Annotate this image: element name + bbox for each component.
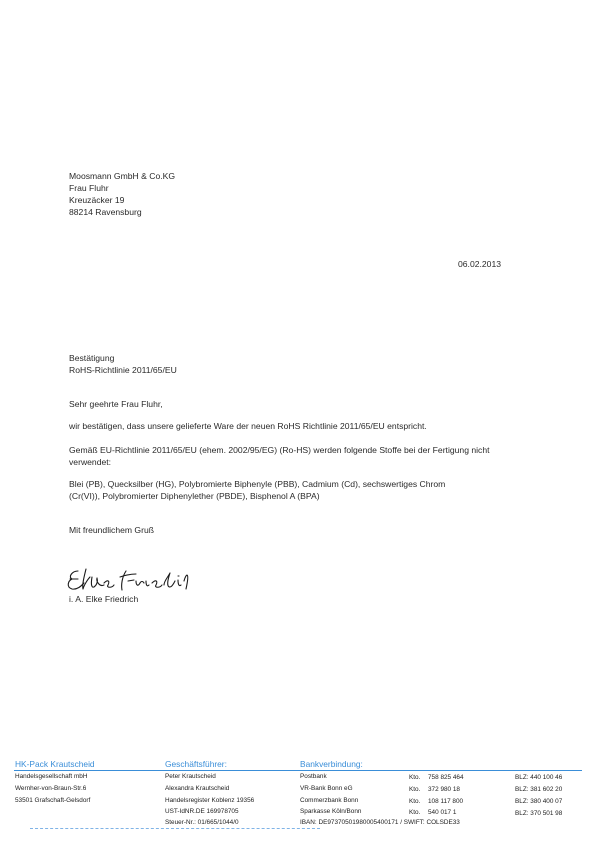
subject-block xyxy=(69,352,177,376)
footer-management-line: Handelsregister Koblenz 19356 xyxy=(165,797,255,804)
footer-management-heading: Geschäftsführer: xyxy=(165,759,227,769)
bank-name: Postbank xyxy=(300,773,327,780)
bank-name: Sparkasse Köln/Bonn xyxy=(300,808,362,815)
bank-kto: 758 825 464 xyxy=(428,774,464,781)
footer-management-line: Peter Krautscheid xyxy=(165,773,216,780)
paragraph-substances: Blei (PB), Quecksilber (HG), Polybromierte Biphenyle (PBB), Cadmium (Cd), sechswertiges Chrom (Cr(VI)), Polybromierter Diphenylether (PBDE), Bisphenol A (BPA) xyxy=(69,479,446,501)
paragraph-directive: Gemäß EU-Richtlinie 2011/65/EU (ehem. 2002/95/EG) (Ro-HS) werden folgende Stoffe bei der Fertigung nicht verwendet: xyxy=(69,445,490,467)
footer-company-heading: HK-Pack Krautscheid xyxy=(15,759,95,769)
bank-kto-label: Kto. xyxy=(409,809,421,816)
bank-blz: BLZ: 370 501 98 xyxy=(515,810,563,817)
bank-blz: BLZ: 440 100 46 xyxy=(515,774,563,781)
footer-management-line: UST-IdNR.DE 169978705 xyxy=(165,808,239,815)
bank-name: Commerzbank Bonn xyxy=(300,797,359,804)
bank-iban: IBAN: DE97370501980005400171 / SWIFT: COLSDE33 xyxy=(300,819,460,826)
salutation: Sehr geehrte Frau Fluhr, xyxy=(69,399,163,409)
bank-blz: BLZ: 380 400 07 xyxy=(515,798,563,805)
footer-bank-heading: Bankverbindung: xyxy=(300,759,363,769)
footer-company-line: 53501 Grafschaft-Gelsdorf xyxy=(15,797,91,804)
footer-management-line: Steuer-Nr.: 01/665/1044/0 xyxy=(165,819,239,826)
letter-date: 06.02.2013 xyxy=(458,259,502,269)
footer-dotted-line xyxy=(30,828,320,830)
footer-company-line: Handelsgesellschaft mbH xyxy=(15,773,88,780)
bank-kto: 540 017 1 xyxy=(428,809,457,816)
footer-management-line: Alexandra Krautscheid xyxy=(165,785,230,792)
recipient-contact: Frau Fluhr xyxy=(69,183,109,193)
handwritten-signature xyxy=(64,563,194,595)
subject-line-2: RoHS-Richtlinie 2011/65/EU xyxy=(69,365,177,375)
footer-company-line: Wernher-von-Braun-Str.6 xyxy=(15,785,87,792)
subject-line-1: Bestätigung xyxy=(69,353,115,363)
recipient-city: 88214 Ravensburg xyxy=(69,207,142,217)
bank-kto-label: Kto. xyxy=(409,774,421,781)
bank-kto-label: Kto. xyxy=(409,798,421,805)
footer-divider xyxy=(14,770,582,771)
bank-blz: BLZ: 381 602 20 xyxy=(515,786,563,793)
bank-name: VR-Bank Bonn eG xyxy=(300,785,353,792)
bank-kto: 108 117 800 xyxy=(428,798,464,805)
bank-kto-label: Kto. xyxy=(409,786,421,793)
recipient-street: Kreuzäcker 19 xyxy=(69,195,125,205)
paragraph-confirmation: wir bestätigen, dass unsere gelieferte Ware der neuen RoHS Richtlinie 2011/65/EU entspricht. xyxy=(69,421,427,431)
signatory-name: i. A. Elke Friedrich xyxy=(69,594,139,604)
recipient-address xyxy=(69,170,175,218)
recipient-company: Moosmann GmbH & Co.KG xyxy=(69,171,176,181)
closing: Mit freundlichem Gruß xyxy=(69,525,155,535)
bank-kto: 372 980 18 xyxy=(428,786,460,793)
